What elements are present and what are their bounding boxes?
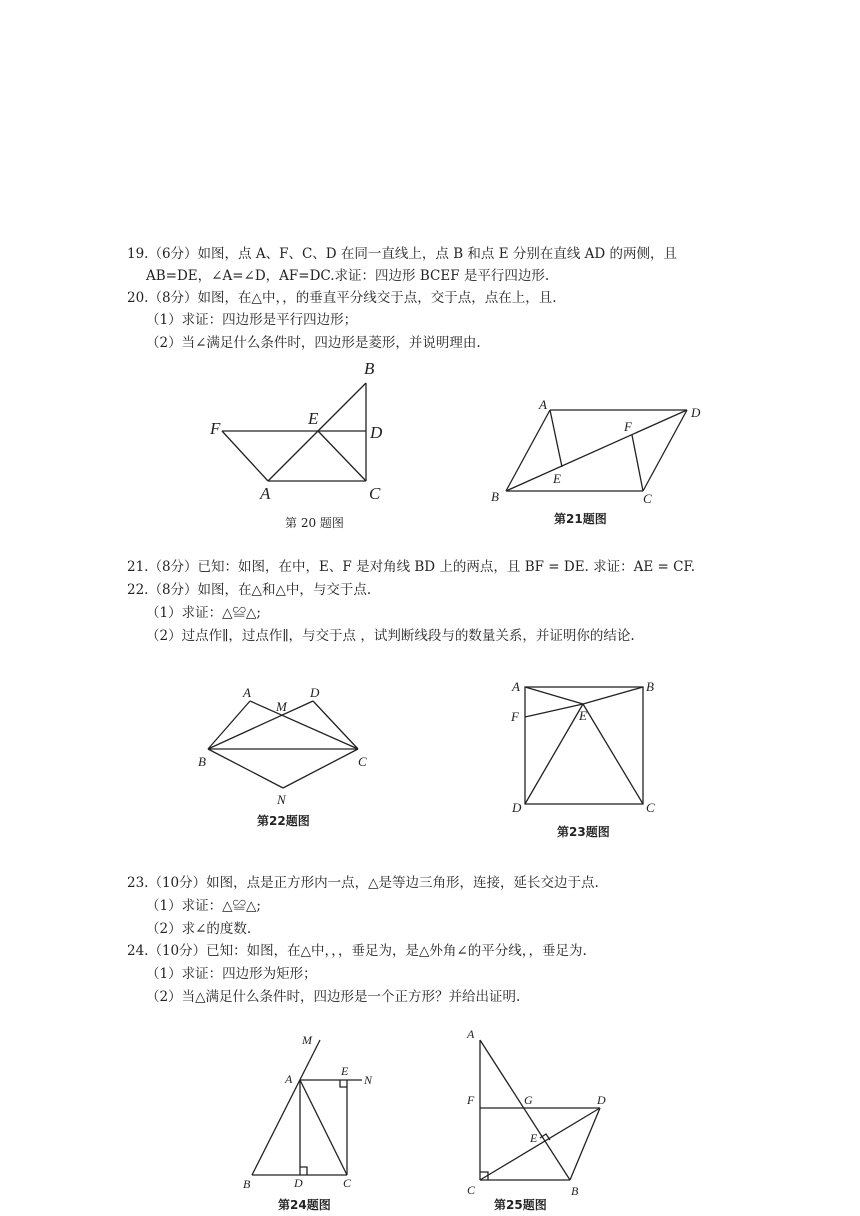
fig20-label-B: B — [364, 359, 375, 378]
fig25-label-B: B — [571, 1184, 579, 1198]
fig21-label-D: D — [691, 405, 701, 420]
fig23-label-F: F — [511, 709, 519, 724]
fig24-label-E: E — [341, 1064, 349, 1078]
fig21-caption: 第21题图 — [554, 512, 607, 526]
q24-line1: 24.（10分）已知：如图，在△中，，，垂足为，是△外角∠的平分线，，垂足为. — [127, 943, 587, 959]
fig24-label-M: M — [302, 1033, 312, 1047]
fig22-label-B: B — [198, 754, 206, 769]
q24-sub2: （2）当△满足什么条件时，四边形是一个正方形？并给出证明. — [146, 989, 521, 1005]
fig21-label-E: E — [553, 471, 561, 486]
fig25-caption: 第25题图 — [494, 1198, 547, 1212]
fig22-label-N: N — [277, 792, 286, 807]
fig20-label-C: C — [369, 484, 381, 503]
fig20-label-E: E — [308, 409, 319, 428]
fig24-label-B: B — [243, 1177, 251, 1191]
q19-line1: 19.（6分）如图，点 A、F、C、D 在同一直线上，点 B 和点 E 分别在直线 AD 的两侧，且 — [127, 246, 678, 262]
fig23-label-C: C — [646, 800, 655, 815]
fig20-label-F: F — [210, 419, 221, 438]
fig22-label-A: A — [243, 685, 251, 700]
fig23-label-B: B — [646, 679, 654, 694]
fig24-caption: 第24题图 — [278, 1198, 331, 1212]
fig25-label-A: A — [467, 1027, 475, 1041]
fig24-label-A: A — [285, 1072, 293, 1086]
q20-sub1: （1）求证：四边形是平行四边形； — [146, 312, 358, 328]
fig22-label-C: C — [358, 754, 367, 769]
q22-sub1: （1）求证：△≌△; — [146, 605, 261, 621]
fig25-label-F: F — [467, 1093, 475, 1107]
fig20-caption: 第 20 题图 — [285, 516, 344, 530]
q24-sub1: （1）求证：四边形为矩形； — [146, 966, 317, 982]
fig25-label-D: D — [597, 1093, 606, 1107]
fig24-label-C: C — [343, 1176, 352, 1190]
fig21-label-C: C — [643, 491, 652, 506]
fig21-label-F: F — [624, 419, 632, 434]
fig20-label-D: D — [370, 423, 383, 442]
q21-line1: 21.（8分）已知：如图，在中，E、F 是对角线 BD 上的两点，且 BF = DE. 求证：AE = CF. — [127, 559, 696, 575]
fig23-label-A: A — [512, 679, 520, 694]
q23-sub1: （1）求证：△≌△; — [146, 898, 261, 914]
q19-line2: AB=DE，∠A=∠D，AF=DC.求证：四边形 BCEF 是平行四边形. — [146, 268, 550, 284]
fig22-label-M: M — [276, 699, 287, 714]
fig24-label-N: N — [364, 1073, 373, 1087]
fig23-label-E: E — [579, 708, 587, 723]
fig25-label-C: C — [467, 1183, 476, 1197]
q22-sub2: （2）过点作∥，过点作∥，与交于点 ，试判断线段与的数量关系，并证明你的结论. — [146, 628, 635, 644]
q23-sub2: （2）求∠的度数. — [146, 921, 252, 937]
fig21-label-B: B — [491, 489, 499, 504]
fig21-label-A: A — [539, 397, 547, 412]
q20-line1: 20.（8分）如图，在△中，，的垂直平分线交于点，交于点，点在上，且. — [127, 290, 557, 306]
fig24-label-D: D — [294, 1176, 303, 1190]
fig23-label-D: D — [512, 800, 522, 815]
fig22-label-D: D — [310, 685, 320, 700]
q23-line1: 23.（10分）如图，点是正方形内一点，△是等边三角形，连接，延长交边于点. — [127, 875, 599, 891]
fig25-label-E: E — [530, 1131, 538, 1145]
fig23-caption: 第23题图 — [557, 825, 610, 839]
q22-line1: 22.（8分）如图，在△和△中，与交于点. — [127, 582, 372, 598]
fig25-label-G: G — [524, 1093, 533, 1107]
q20-sub2: （2）当∠满足什么条件时，四边形是菱形，并说明理由. — [146, 335, 481, 351]
fig20-label-A: A — [260, 484, 271, 503]
fig22-caption: 第22题图 — [257, 814, 310, 828]
